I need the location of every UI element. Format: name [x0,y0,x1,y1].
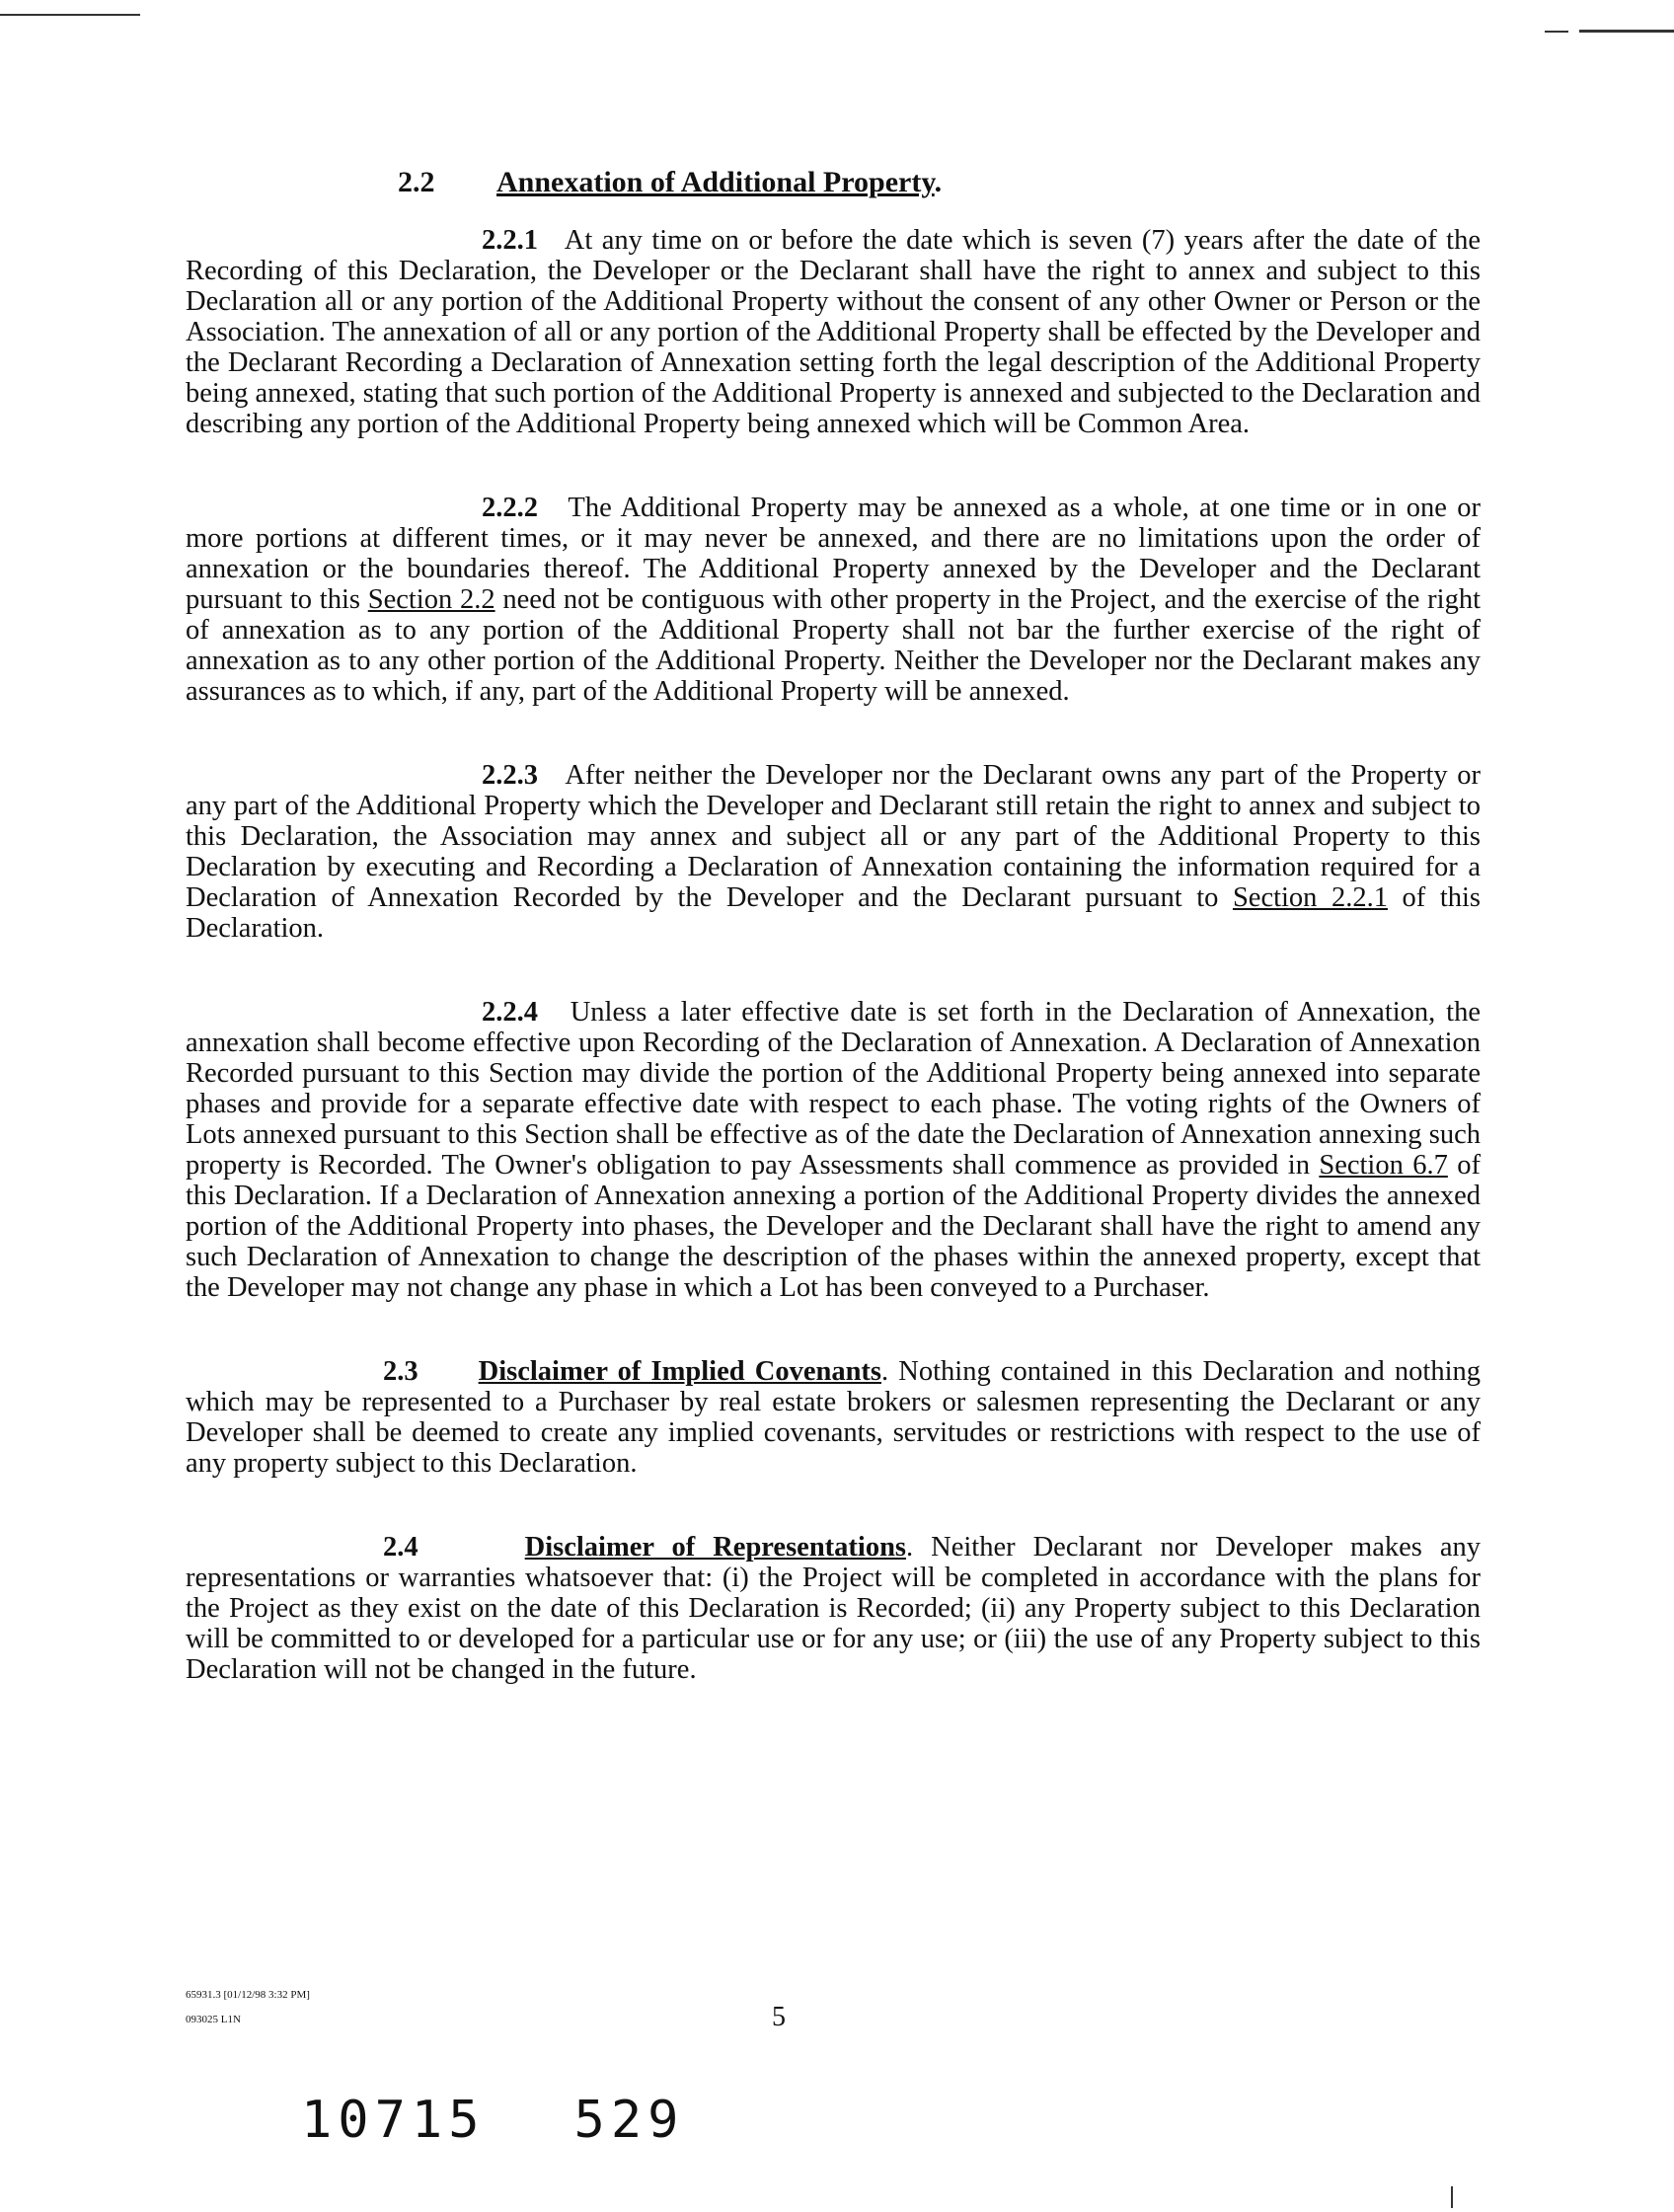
paragraph-text: The Additional Property may be annexed as a whole, at one time or in one or more portions at different times, or it may never be annexed, and there are no limitations upon the order of annexation or the boundaries thereof. The Additional Property annexed by the Developer and the Declarant pursuant to this [186,493,1481,615]
section-title: Annexation of Additional Property [496,166,935,198]
paragraph-2-2-4 [186,997,1481,1303]
document-page [186,148,1481,1738]
scan-line-bottom-right [1451,2186,1453,2208]
paragraph-2-2-1 [186,225,1481,439]
paragraph-number: 2.2.1 [482,225,538,256]
section-reference: Section 2.2 [367,584,495,615]
section-title: Disclaimer of Implied Covenants [478,1356,881,1387]
section-number: 2.4 [383,1532,418,1563]
paragraph-text: of this Declaration. If a Declaration of Annexation annexing a portion of the Additional Property divides the annexed portion of the Additional Property into phases, the Developer and the Declarant shall have the right to amend any such Declaration of Annexation to change the description of the phases within the annexed property, except that the Developer may not change any phase in which a Lot has been conveyed to a Purchaser. [186,1150,1481,1303]
section-number: 2.2 [398,166,435,198]
section-title: Disclaimer of Representations [524,1532,907,1563]
section-number: 2.3 [383,1356,418,1387]
recording-stamp [301,2091,773,2150]
document-reference: 65931.3 [01/12/98 3:32 PM] [186,1989,310,2001]
stamp-page-number: 529 [573,2091,685,2150]
paragraph-number: 2.2.3 [482,760,538,791]
paragraph-number: 2.2.2 [482,493,538,523]
paragraph-text: At any time on or before the date which is seven (7) years after the date of the Recording of this Declaration, the Developer or the Declarant shall have the right to annex and subject to this Declaration all or any portion of the Additional Property without the consent of any other Owner or Person or the Association. The annexation of all or any portion of the Additional Property shall be effected by the Developer and the Declarant Recording a Declaration of Annexation setting forth the legal description of the Additional Property being annexed, stating that such portion of the Additional Property is annexed and subjected to the Declaration and describing any portion of the Additional Property being annexed which will be Common Area. [186,225,1481,439]
section-2-2-heading [186,166,1481,199]
page-number: 5 [772,2002,786,2032]
paragraph-2-2-2 [186,493,1481,707]
paragraph-text: of this Declaration. [186,882,1482,944]
paragraph-number: 2.2.4 [482,997,538,1028]
section-2-4 [186,1532,1481,1685]
paragraph-text: need not be contiguous with other property in the Project, and the exercise of the right of annexation as to any portion of the Additional Property shall not bar the further exercise of the right of annexation as to any other portion of the Additional Property. Neither the Developer nor the Declarant makes any assurances as to which, if any, part of the Additional Property will be annexed. [186,584,1481,707]
section-title-period: . [934,166,943,198]
section-reference: Section 2.2.1 [1232,882,1388,913]
scan-line-top-left [0,14,140,16]
document-code: 093025 L1N [186,2014,241,2025]
paragraph-2-2-3 [186,760,1481,944]
paragraph-text: Unless a later effective date is set forth in the Declaration of Annexation, the annexation shall become effective upon Recording of the Declaration of Annexation. A Declaration of Annexation Recorded pursuant to this Section may divide the portion of the Additional Property being annexed into separate phases and provide for a separate effective date with respect to each phase. The voting rights of the Owners of Lots annexed pursuant to this Section shall be effective as of the date the Declaration of Annexation annexing such property is Recorded. The Owner's obligation to pay Assessments shall commence as provided in [186,997,1481,1181]
stamp-book-number: 10715 [301,2091,486,2150]
scan-line-top-right [1579,30,1674,33]
section-reference: Section 6.7 [1319,1150,1448,1181]
section-text: . Neither Declarant nor Developer makes any representations or warranties whatsoever that: (i) the Project will be completed in accordance with the plans for the Project as they exist on the date of this Declaration is Recorded; (ii) any Property subject to this Declaration will be committed to or developed for a particular use or for any use; or (iii) the use of any Property subject to this Declaration will not be changed in the future. [186,1532,1481,1685]
section-2-3 [186,1356,1481,1479]
section-text: . Nothing contained in this Declaration and nothing which may be represented to a Purchaser by real estate brokers or salesmen representing the Declarant or any Developer shall be deemed to create any implied covenants, servitudes or restrictions with respect to the use of any property subject to this Declaration. [186,1356,1481,1479]
paragraph-text: After neither the Developer nor the Declarant owns any part of the Property or any part of the Additional Property which the Developer and Declarant still retain the right to annex and subject to this Declaration, the Association may annex and subject all or any part of the Additional Property to this Declaration by executing and Recording a Declaration of Annexation containing the information required for a Declaration of Annexation Recorded by the Developer and the Declarant pursuant to [186,760,1481,913]
scan-tick-top-right [1545,31,1568,33]
